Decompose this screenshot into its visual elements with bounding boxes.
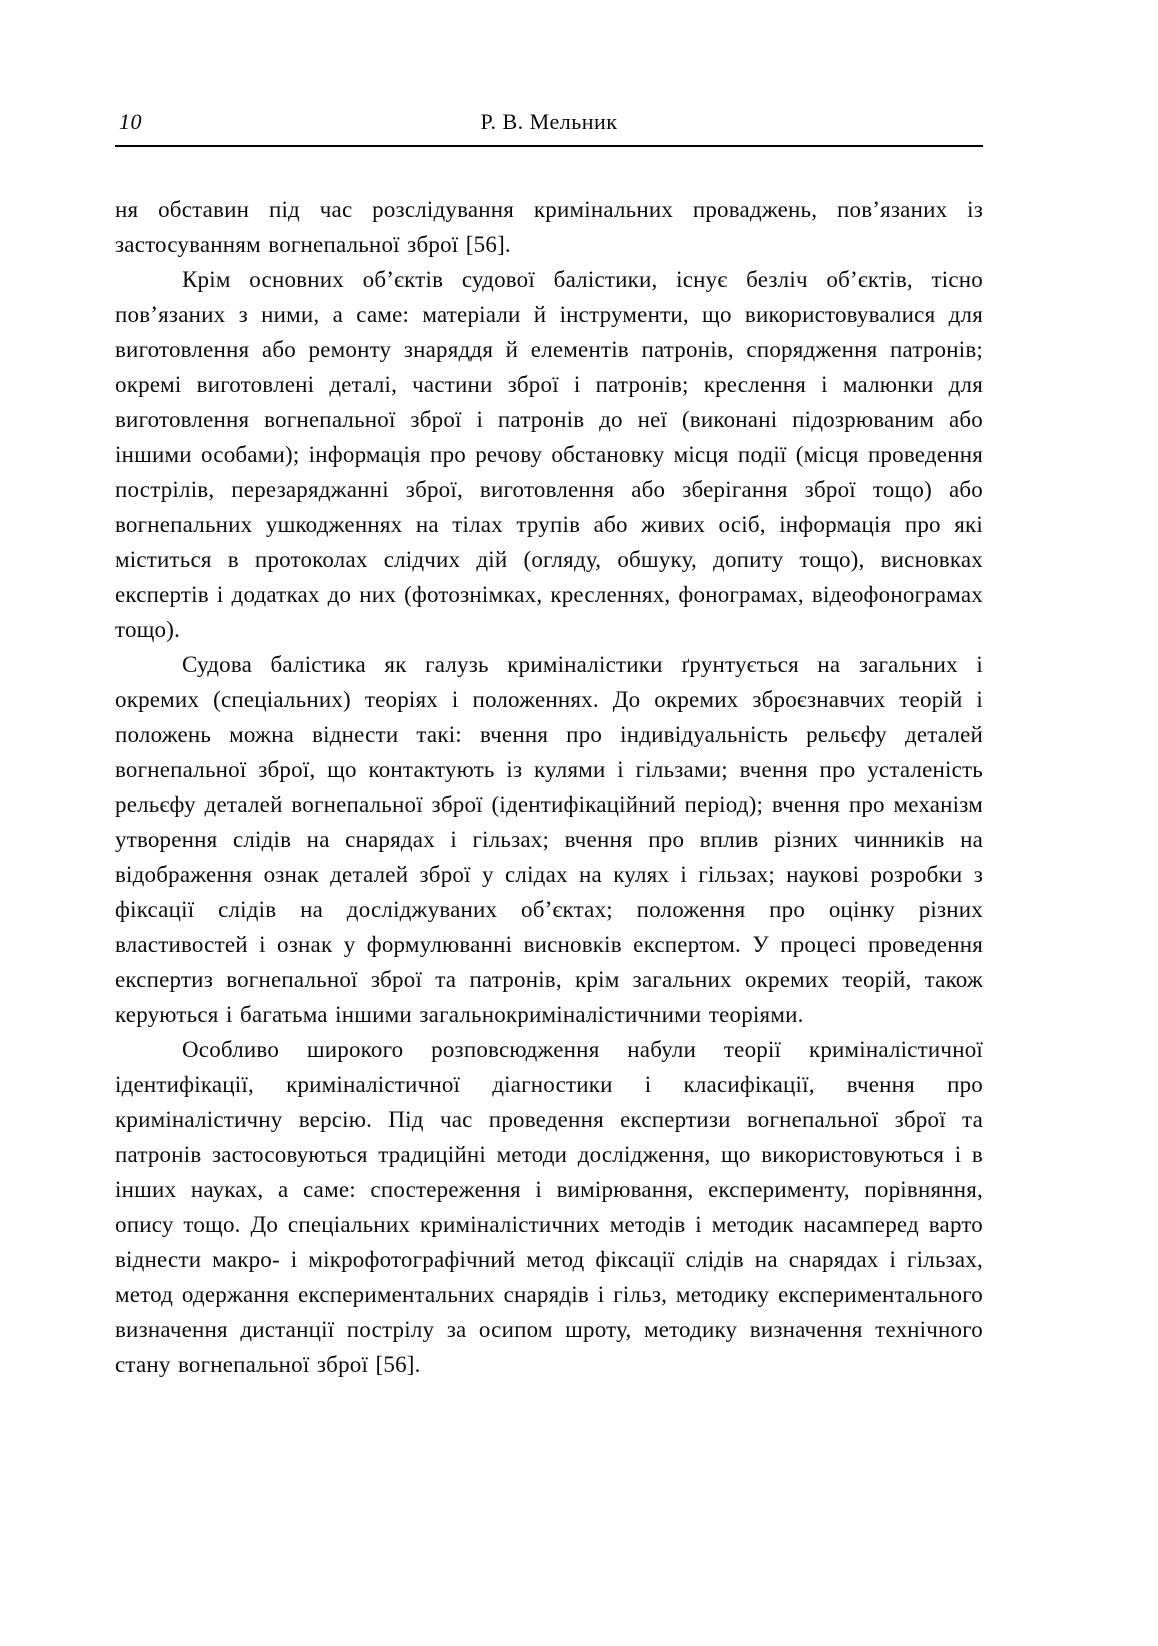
page-header xyxy=(115,108,983,138)
paragraph: Особливо широкого розповсюдження набули теорії криміналістичної ідентифікації, криміналістичної діагностики і класифікації, вчення про криміналістичну версію. Під час проведення експертизи вогнепальної зброї та патронів застосовуються традиційні методи дослідження, що використовуються і в інших науках, а саме: спостереження і вимірювання, експерименту, порівняння, опису тощо. До спеціальних криміналістичних методів і методик насамперед варто віднести макро- і мікрофотографічний метод фіксації слідів на снарядах і гільзах, метод одержання експериментальних снарядів і гільз, методику експериментального визначення дистанції пострілу за осипом шроту, методику визначення технічного стану вогнепальної зброї [56]. xyxy=(115,1037,983,1377)
running-header-author: Р. В. Мельник xyxy=(480,109,618,134)
paragraph: Судова балістика як галузь криміналістики ґрунтується на загальних і окремих (спеціальних) теоріях і положеннях. До окремих зброєзнавчих теорій і положень можна віднести такі: вчення про індивідуальність рельєфу деталей вогнепальної зброї, що контактують із кулями і гільзами; вчення про усталеність рельєфу деталей вогнепальної зброї (ідентифікаційний період); вчення про механізм утворення слідів на снарядах і гільзах; вчення про вплив різних чинників на відображення ознак деталей зброї у слідах на кулях і гільзах; наукові розробки з фіксації слідів на досліджуваних об’єктах; положення про оцінку різних властивостей і ознак у формулюванні висновків експертом. У процесі проведення експертиз вогнепальної зброї та патронів, крім загальних окремих теорій, також керуються і багатьма іншими загальнокриміналістичними теоріями. xyxy=(115,652,983,1027)
page-body xyxy=(115,192,983,1382)
page-number: 10 xyxy=(119,109,142,134)
paragraph: Крім основних об’єктів судової балістики, існує безліч об’єктів, тісно пов’язаних з ними, а саме: матеріали й інструменти, що використовувалися для виготовлення або ремонту знаряддя й елементів патронів, спорядження патронів; окремі виготовлені деталі, частини зброї і патронів; креслення і малюнки для виготовлення вогнепальної зброї і патронів до неї (виконані підозрюваним або іншими особами); інформація про речову обстановку місця події (місця проведення пострілів, перезаряджанні зброї, виготовлення або зберігання зброї тощо) або вогнепальних ушкодженнях на тілах трупів або живих осіб, інформація про які міститься в протоколах слідчих дій (огляду, обшуку, допиту тощо), висновках експертів і додатках до них (фотознімках, кресленнях, фонограмах, відеофонограмах тощо). xyxy=(115,267,983,642)
header-rule xyxy=(115,145,983,147)
text-block xyxy=(115,108,983,1382)
paragraph: ня обставин під час розслідування кримінальних проваджень, пов’язаних із застосуванням вогнепальної зброї [56]. xyxy=(115,197,983,257)
